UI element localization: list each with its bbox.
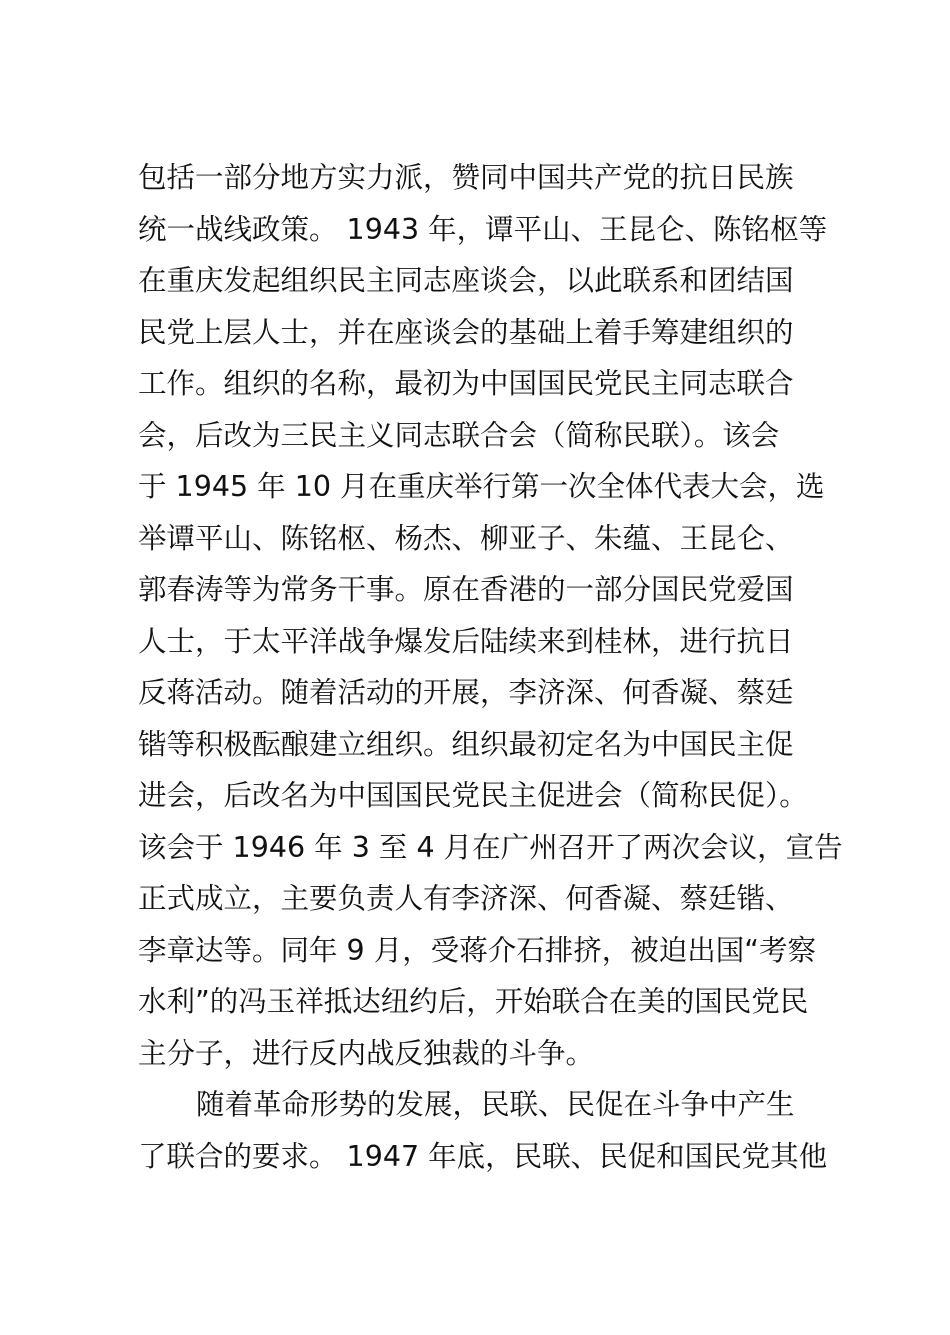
text-line: 统一战线政策。 1943 年，谭平山、王昆仑、陈铭枢等 bbox=[138, 212, 828, 246]
text-line: 举谭平山、陈铭枢、杨杰、柳亚子、朱蕴、王昆仑、 bbox=[138, 521, 794, 555]
paragraph-1 bbox=[138, 152, 843, 1079]
text-line: 了联合的要求。 1947 年底，民联、民促和国民党其他 bbox=[138, 1139, 828, 1173]
text-line: 郭春涛等为常务干事。原在香港的一部分国民党爱国 bbox=[138, 573, 794, 606]
text-line: 民党上层人士，并在座谈会的基础上着手筹建组织的 bbox=[138, 315, 794, 349]
text-line: 在重庆发起组织民主同志座谈会，以此联系和团结国 bbox=[138, 264, 794, 297]
text-line: 正式成立，主要负责人有李济深、何香凝、蔡廷锴、 bbox=[138, 882, 794, 915]
text-line: 会，后改为三民主义同志联合会（简称民联）。该会 bbox=[138, 418, 780, 452]
text-line: 锴等积极酝酿建立组织。组织最初定名为中国民主促 bbox=[138, 727, 794, 761]
text-line: 反蒋活动。随着活动的开展，李济深、何香凝、蔡廷 bbox=[138, 676, 794, 709]
text-line: 该会于 1946 年 3 至 4 月在广州召开了两次会议，宣告 bbox=[138, 830, 843, 864]
text-line: 主分子，进行反内战反独裁的斗争。 bbox=[138, 1036, 595, 1070]
text-line: 包括一部分地方实力派，赞同中国共产党的抗日民族 bbox=[138, 161, 794, 194]
paragraph-2 bbox=[138, 1079, 838, 1182]
text-line: 李章达等。同年 9 月，受蒋介石排挤，被迫出国“考察 bbox=[138, 933, 817, 967]
text-line: 水利”的冯玉祥抵达纽约后，开始联合在美的国民党民 bbox=[138, 985, 809, 1018]
text-line: 人士，于太平洋战争爆发后陆续来到桂林，进行抗日 bbox=[138, 624, 794, 658]
text-line: 进会，后改名为中国国民党民主促进会（简称民促）。 bbox=[138, 779, 808, 812]
text-line: 于 1945 年 10 月在重庆举行第一次全体代表大会，选 bbox=[138, 470, 825, 503]
body-text bbox=[138, 152, 843, 1182]
text-line: 工作。组织的名称，最初为中国国民党民主同志联合 bbox=[138, 367, 794, 400]
text-line: 随着革命形势的发展，民联、民促在斗争中产生 bbox=[196, 1088, 795, 1121]
